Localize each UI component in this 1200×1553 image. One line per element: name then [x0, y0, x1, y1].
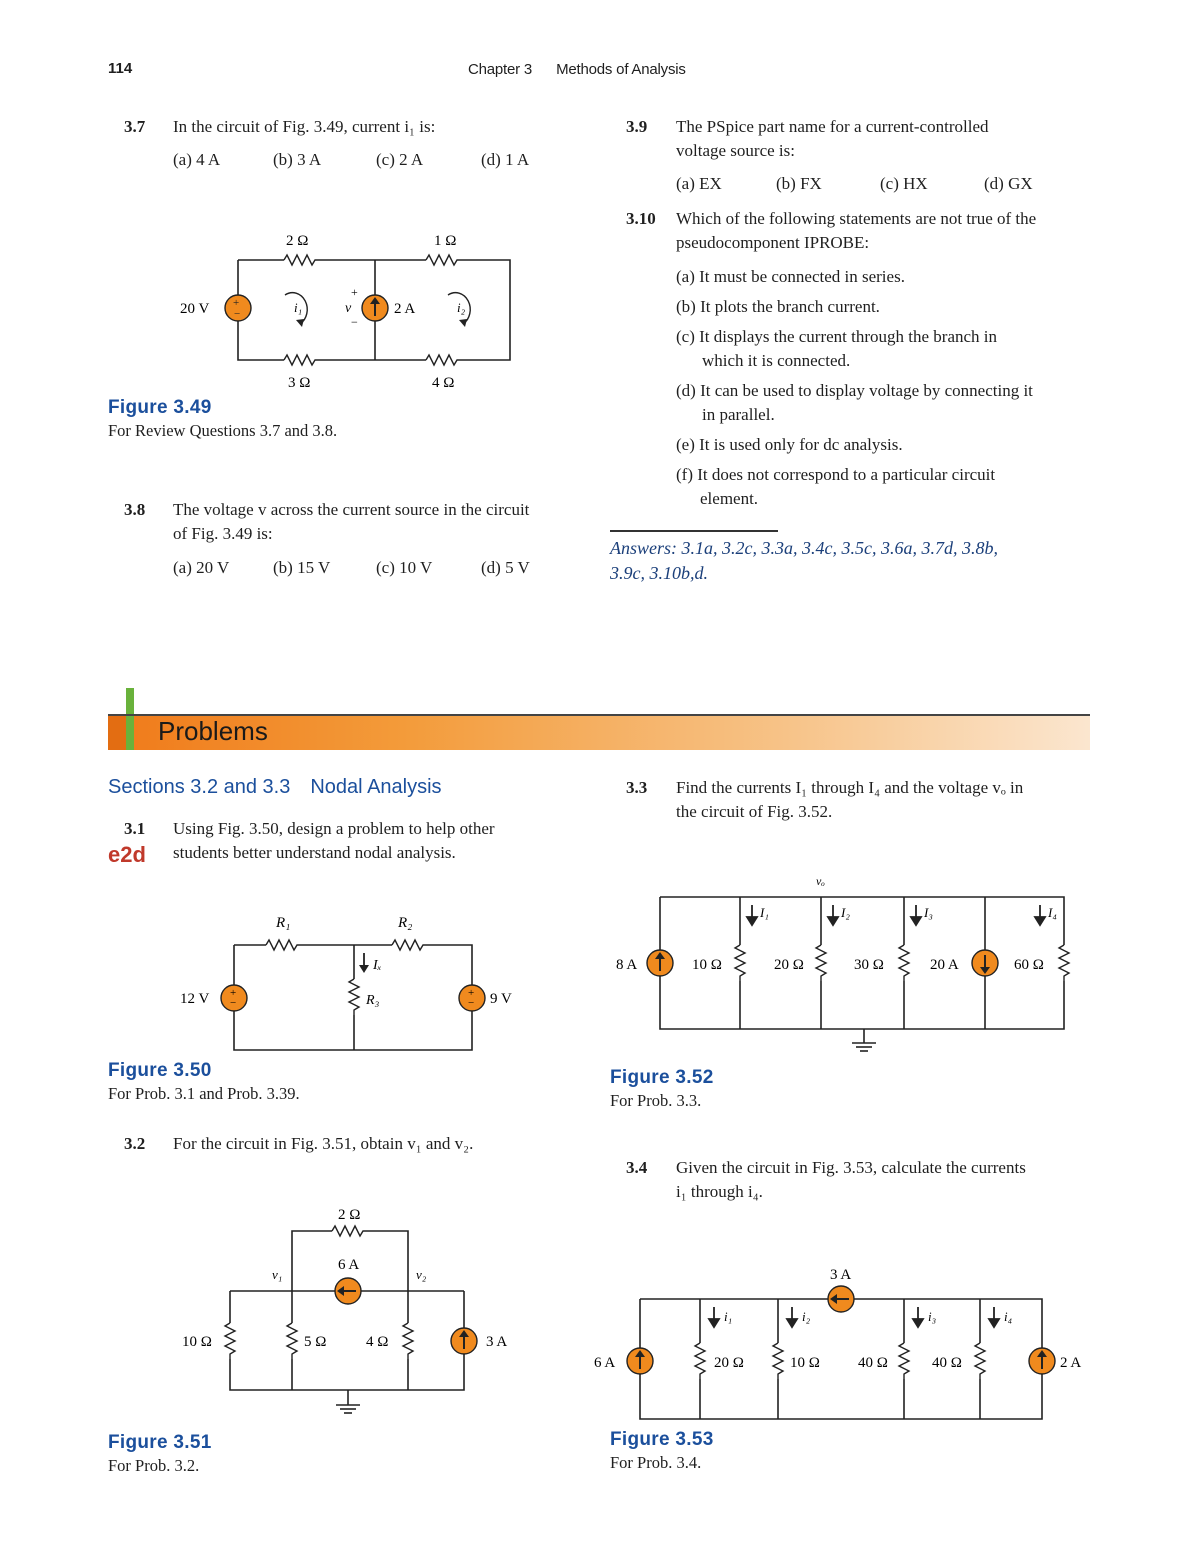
question-text: Which of the following statements are not true of the pseudocomponent IPROBE:	[676, 209, 1037, 252]
problem-text: For the circuit in Fig. 3.51, obtain v₁ and v₂.	[173, 1134, 474, 1153]
running-header	[468, 61, 686, 78]
figure-3-50-diagram	[170, 905, 530, 1060]
source-label: 3 A	[830, 1267, 852, 1283]
source-label: 3 A	[486, 1334, 508, 1350]
resistor-label: 3 Ω	[288, 375, 311, 391]
node-label: v₂	[416, 1267, 427, 1282]
resistor-label: R₁	[276, 915, 291, 931]
current-label: i₂	[802, 1309, 811, 1324]
answers: Answers: 3.1a, 3.2c, 3.3a, 3.4c, 3.5c, 3.6a, 3.7d, 3.8b, 3.9c, 3.10b,d.	[610, 538, 998, 583]
source-label: 20 A	[930, 957, 959, 973]
option-b: (b) 15 V	[273, 558, 331, 577]
list-item: (c) It displays the current through the branch in which it is connected.	[676, 327, 998, 370]
question-text: The voltage v across the current source in the circuit of Fig. 3.49 is:	[173, 500, 530, 543]
figure-label: Figure 3.51	[108, 1432, 212, 1453]
source-label: 9 V	[490, 991, 512, 1007]
resistor-label: 40 Ω	[858, 1355, 888, 1371]
current-label: I₄	[1048, 905, 1057, 920]
question-text: The PSpice part name for a current-controlled voltage source is:	[676, 117, 989, 160]
problem-number: 3.4	[626, 1158, 648, 1177]
resistor-label: 10 Ω	[692, 957, 722, 973]
answer-options	[173, 558, 530, 578]
plus-sign: +	[351, 285, 358, 299]
list-item: (a) It must be connected in series.	[676, 267, 905, 286]
problem-number: 3.3	[626, 778, 648, 797]
resistor-label: 10 Ω	[182, 1334, 212, 1350]
node-label: v₁	[272, 1267, 283, 1282]
list-item: (e) It is used only for dc analysis.	[676, 435, 903, 454]
question-number: 3.8	[124, 500, 146, 519]
resistor-label: 60 Ω	[1014, 957, 1044, 973]
svg-text:−: −	[468, 997, 475, 1009]
svg-text:−: −	[230, 997, 237, 1009]
current-label: I₁	[760, 905, 769, 920]
problem-text: Given the circuit in Fig. 3.53, calculate the currents i₁ through i₄.	[676, 1158, 1026, 1201]
problem-number: 3.1	[124, 819, 146, 838]
question-text: In the circuit of Fig. 3.49, current i₁ is:	[173, 117, 436, 136]
option-d: (d) GX	[984, 174, 1033, 193]
current-label: I₃	[924, 905, 933, 920]
current-label: I₂	[841, 905, 850, 920]
figure-label: Figure 3.52	[610, 1067, 714, 1088]
figure-3-49-diagram	[150, 220, 530, 400]
current-label: i₁	[724, 1309, 733, 1324]
current-label: i₄	[1004, 1309, 1013, 1324]
option-a: (a) 20 V	[173, 558, 230, 577]
figure-3-53-diagram	[590, 1255, 1100, 1430]
problem-number: 3.2	[124, 1134, 146, 1153]
source-label: 20 V	[180, 301, 210, 317]
resistor-label: 2 Ω	[286, 233, 309, 249]
resistor-label: 1 Ω	[434, 233, 457, 249]
figure-label: Figure 3.49	[108, 397, 212, 418]
problems-title: Problems	[158, 716, 268, 746]
resistor-label: 4 Ω	[366, 1334, 389, 1350]
figure-caption: For Prob. 3.3.	[610, 1091, 702, 1110]
resistor-label: 30 Ω	[854, 957, 884, 973]
minus-sign: −	[351, 315, 358, 329]
chapter-label: Chapter 3	[468, 61, 533, 78]
list-item: (f) It does not correspond to a particular circuit element.	[676, 465, 996, 508]
option-a: (a) EX	[676, 174, 722, 193]
answer-options	[173, 150, 529, 170]
question-number: 3.9	[626, 117, 648, 136]
resistor-label: 4 Ω	[432, 375, 455, 391]
option-b: (b) 3 A	[273, 150, 322, 169]
source-label: 6 A	[594, 1355, 616, 1371]
resistor-label: 2 Ω	[338, 1207, 361, 1223]
e2d-badge-icon: e2d	[108, 842, 146, 867]
mesh-current-label: i₂	[457, 300, 466, 315]
figure-caption: For Prob. 3.1 and Prob. 3.39.	[108, 1084, 300, 1103]
svg-text:+: +	[233, 297, 240, 309]
problem-text: Find the currents I₁ through I₄ and the voltage vₒ in the circuit of Fig. 3.52.	[676, 778, 1024, 821]
figure-3-52-diagram	[608, 865, 1088, 1065]
svg-text:+: +	[468, 987, 475, 999]
figure-3-51-diagram	[170, 1195, 540, 1430]
section-heading: Sections 3.2 and 3.3 Nodal Analysis	[108, 776, 442, 798]
resistor-label: 20 Ω	[774, 957, 804, 973]
figure-label: Figure 3.53	[610, 1429, 714, 1450]
svg-text:−: −	[234, 308, 241, 320]
figure-caption: For Prob. 3.4.	[610, 1453, 702, 1472]
option-c: (c) 2 A	[376, 150, 424, 169]
figure-caption: For Prob. 3.2.	[108, 1456, 200, 1475]
list-item: (b) It plots the branch current.	[676, 297, 880, 316]
option-c: (c) 10 V	[376, 558, 433, 577]
figure-label: Figure 3.50	[108, 1060, 212, 1081]
option-a: (a) 4 A	[173, 150, 221, 169]
answer-options	[676, 174, 1033, 194]
resistor-label: R₂	[398, 915, 413, 931]
banner-accent	[108, 714, 126, 750]
chapter-title: Methods of Analysis	[556, 61, 686, 78]
source-label: 12 V	[180, 991, 210, 1007]
page-number: 114	[108, 60, 133, 77]
current-label: Iₓ	[373, 958, 382, 973]
mesh-current-label: i₁	[294, 300, 303, 315]
resistor-label: 40 Ω	[932, 1355, 962, 1371]
question-number: 3.7	[124, 117, 146, 136]
current-label: i₃	[928, 1309, 937, 1324]
answers-rule	[610, 530, 778, 532]
option-c: (c) HX	[880, 174, 928, 193]
voltage-label: v	[345, 301, 352, 316]
source-label: 6 A	[338, 1257, 360, 1273]
option-d: (d) 5 V	[481, 558, 530, 577]
banner-accent-bar	[126, 688, 134, 750]
resistor-label: 20 Ω	[714, 1355, 744, 1371]
source-label: 8 A	[616, 957, 638, 973]
question-number: 3.10	[626, 209, 656, 228]
source-label: 2 A	[394, 301, 416, 317]
figure-caption: For Review Questions 3.7 and 3.8.	[108, 421, 338, 440]
option-d: (d) 1 A	[481, 150, 530, 169]
resistor-label: 5 Ω	[304, 1334, 327, 1350]
list-item: (d) It can be used to display voltage by connecting it in parallel.	[676, 381, 1033, 424]
source-label: 2 A	[1060, 1355, 1082, 1371]
resistor-label: R₃	[366, 993, 380, 1008]
statement-list	[676, 265, 1096, 511]
problem-text: Using Fig. 3.50, design a problem to help other students better understand nodal analysis.	[173, 819, 495, 862]
option-b: (b) FX	[776, 174, 822, 193]
resistor-label: 10 Ω	[790, 1355, 820, 1371]
node-voltage-label: vₒ	[816, 874, 825, 888]
svg-text:+: +	[230, 987, 237, 999]
